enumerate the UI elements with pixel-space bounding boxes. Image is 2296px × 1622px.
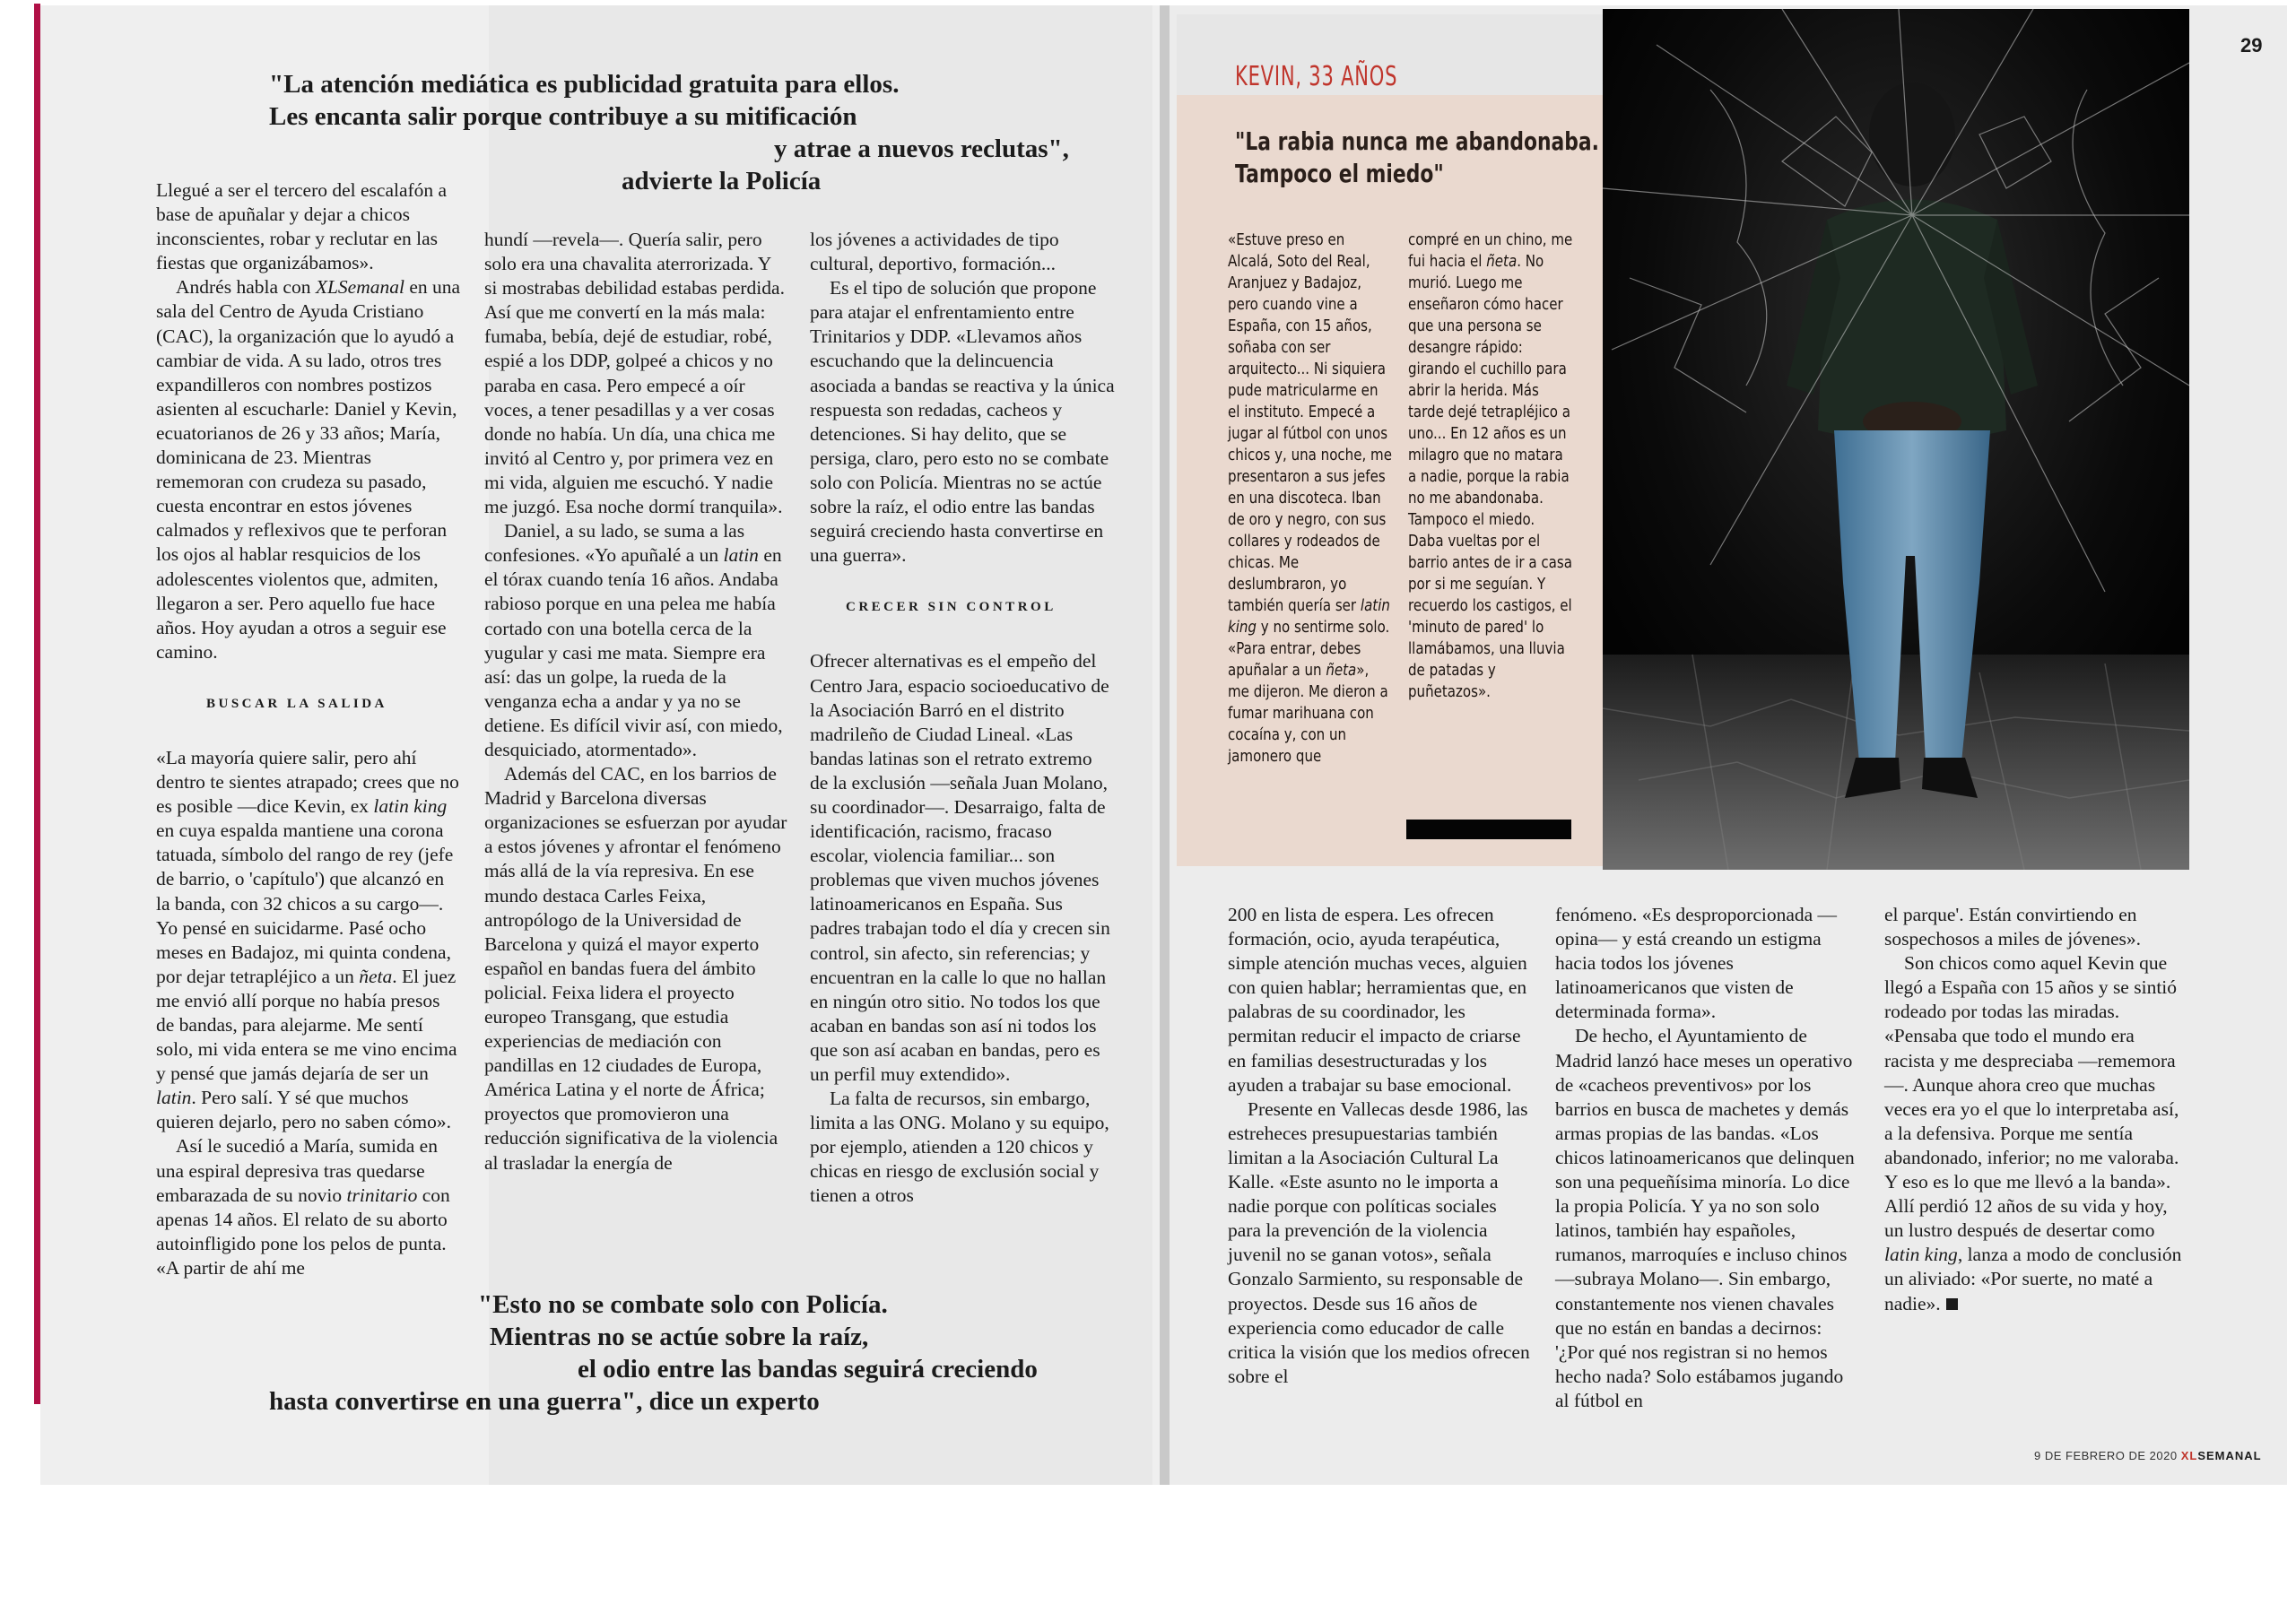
paragraph: 200 en lista de espera. Les ofrecen formación, ocio, ayuda terapéutica, simple atención muchas veces, alguien con quien hablar; herramientas que, en palabras de su coordinador, les permitan reducir el impacto de criarse en familias desestructuradas y los ayuden a trabajar su base emocional. bbox=[1228, 904, 1527, 1096]
redaction-bar bbox=[1406, 820, 1571, 839]
sidebar-column-1 bbox=[1228, 230, 1393, 768]
page-gutter bbox=[1160, 5, 1170, 1485]
text-run: Daniel, a su lado, se suma a las confesiones. «Yo apuñalé a un bbox=[484, 520, 745, 567]
text-run: . El juez me envió allí porque no había presos de bandas, para alejarme. Me sentí solo, mi vida entera se me vino encima y pensé que jamás dejaría de ser un bbox=[156, 965, 457, 1085]
paragraph: Llegué a ser el tercero del escalafón a base de apuñalar y dejar a chicos inconscientes, robar y reclutar en las fiestas que organizábamos». bbox=[156, 179, 448, 274]
text-run: en una sala del Centro de Ayuda Cristiano (CAC), la organización que lo ayudó a cambiar de vida. A su lado, otros tres expandilleros con nombres postizos asienten al escucharle: Daniel y Kevin, ecuatorianos de 26 y 33 años; María, dominicana de 23. Mientras rememoran con crudeza su pasado, cuesta encontrar en estos jóvenes calmados y reflexivos que te perforan los ojos al hablar resquicios de los adolescentes violentos que, admiten, llegaron a ser. Pero aquello fue hace años. Hoy ayudan a otros a seguir ese camino. bbox=[156, 276, 461, 663]
text-run: en cuya espalda mantiene una corona tatuada, símbolo del rango de rey (jefe de barrio, o 'capítulo') que alcanzó en la banda, con 32 chicos a su cargo—. Yo pensé en suicidarme. Pasé ocho meses en Badajoz, mi quinta condena, por dejar tetrapléjico a un bbox=[156, 820, 454, 987]
text-run: Son chicos como aquel Kevin que llegó a España con 15 años y se sintió rodeado por todas las miradas. «Pensaba que todo el mundo era racista y me despreciaba —rememora—. Aunque ahora creo que muchas veces era yo el que lo interpretaba así, a la defensiva. Porque me sentía abandonado, inferior; no me valoraba. Y eso es lo que me llevó a la banda». Allí perdió 12 años de su vida y hoy, un lustro después de desertar como bbox=[1884, 952, 2179, 1242]
text-run-italic: XLSemanal bbox=[315, 276, 404, 299]
page-edge-stripe bbox=[34, 4, 40, 1404]
pull-quote-line: el odio entre las bandas seguirá creciendo bbox=[578, 1355, 1038, 1383]
text-run: Así le sucedió a María, sumida en una espiral depresiva tras quedarse embarazada de su novio bbox=[156, 1135, 438, 1206]
paragraph bbox=[156, 275, 463, 664]
issue-date: 9 DE FEBRERO DE 2020 bbox=[2034, 1449, 2178, 1462]
pull-quote-line: Les encanta salir porque contribuye a su mitificación bbox=[269, 102, 857, 131]
text-run: Andrés habla con bbox=[176, 276, 316, 299]
paragraph: Es el tipo de solución que propone para atajar el enfrentamiento entre Trinitarios y DDP. «Llevamos años escuchando que la delincuencia asociada a bandas se reactiva y la única respuesta son redadas, cacheos y detenciones. Si hay delito, que se persiga, claro, pero esto no se combate solo con Policía. Mientras no se actúe sobre la raíz, el odio entre las bandas seguirá creciendo hasta convertirse en una guerra». bbox=[810, 277, 1115, 567]
sidebar-label: KEVIN, 33 AÑOS bbox=[1235, 61, 1398, 92]
pull-quote-line: y atrae a nuevos reclutas", bbox=[774, 134, 1069, 163]
pull-quote-line: advierte la Policía bbox=[622, 167, 822, 195]
text-run: en el tórax cuando tenía 16 años. Andaba rabioso porque en una pelea me había cortado con una botella cerca de la yugular y casi me mata. Siempre era así: das un golpe, la rueda de la venganza echa a andar y ya no se detiene. Es difícil vivir así, con miedo, desquiciado, atormentado». bbox=[484, 544, 783, 760]
portrait-photo-broken-glass bbox=[1603, 9, 2189, 870]
article-column-3 bbox=[810, 228, 1115, 1209]
paragraph bbox=[156, 746, 463, 1135]
text-run: , lanza a modo de conclusión un aliviado: «Por suerte, no maté a nadie». bbox=[1884, 1244, 2182, 1314]
pull-quote-line: hasta convertirse en una guerra", dice un experto bbox=[269, 1387, 820, 1416]
paragraph bbox=[1884, 951, 2187, 1315]
text-run: y no sentirme solo. «Para entrar, debes apuñalar a un bbox=[1228, 619, 1390, 680]
article-column-1 bbox=[156, 178, 463, 1280]
paragraph: Ofrecer alternativas es el empeño del Centro Jara, espacio socioeducativo de la Asociación Barró en el distrito madrileño de Ciudad Lineal. «Las bandas latinas son el retrato extremo de la exclusión —señala Juan Molano, su coordinador—. Desarraigo, falta de identificación, racismo, fracaso escolar, violencia familiar... son problemas que viven muchos jóvenes latinoamericanos en España. Sus padres trabajan todo el día y crecen sin control, sin afecto, sin referencias; y encuentran en la calle lo que no hallan en ningún otro sitio. No todos los que acaban en bandas son así ni todos los que son así acaban en bandas, pero es un perfil muy extendido». bbox=[810, 650, 1110, 1085]
brand-rest: SEMANAL bbox=[2197, 1449, 2262, 1462]
text-run-italic: ñeta bbox=[1486, 253, 1518, 271]
brand-xl: XL bbox=[2180, 1449, 2198, 1462]
sidebar-quote bbox=[1235, 126, 1599, 190]
sidebar-quote-line: "La rabia nunca me abandonaba. bbox=[1235, 126, 1599, 156]
article-column-2 bbox=[484, 228, 787, 1175]
paragraph: el parque'. Están convirtiendo en sospechosos a miles de jóvenes». bbox=[1884, 904, 2142, 950]
sidebar-text bbox=[1408, 230, 1573, 703]
paragraph bbox=[156, 1134, 463, 1280]
pull-quote-line: Mientras no se actúe sobre la raíz, bbox=[490, 1323, 869, 1351]
text-run-italic: ñeta bbox=[1326, 662, 1357, 680]
pull-quote-line: "Esto no se combate solo con Policía. bbox=[478, 1290, 888, 1319]
text-run: con apenas 14 años. El relato de su aborto autoinfligido pone los pelos de punta. «A partir de ahí me bbox=[156, 1184, 450, 1279]
text-run: . No murió. Luego me enseñaron cómo hacer que una persona se desangre rápido: girando el cuchillo para abrir la herida. Más tarde dejé tetrapléjico a uno... En 12 años es un milagro que no matara a nadie, porque la rabia no me abandonaba. Tampoco el miedo. Daba vueltas por el barrio antes de ir a casa por si me seguían. Y recuerdo los castigos, el 'minuto de pared' lo llamábamos, una lluvia de patadas y puñetazos». bbox=[1408, 253, 1572, 701]
sidebar-column-2 bbox=[1408, 230, 1573, 703]
paragraph: Además del CAC, en los barrios de Madrid y Barcelona diversas organizaciones se esfuerzan por ayudar a estos jóvenes y afrontar el fenómeno más allá de la vía represiva. En ese mundo destaca Carles Feixa, antropólogo de la Universidad de Barcelona y quizá el mayor experto español en bandas fuera del ámbito policial. Feixa lidera el proyecto europeo Transgang, que estudia experiencias de mediación con pandillas en 12 ciudades de Europa, América Latina y el norte de África; proyectos que promovieron una reducción significativa de la violencia al trasladar la energía de bbox=[484, 763, 787, 1174]
subheading-crecer-sin-control: CRECER SIN CONTROL bbox=[846, 600, 1057, 615]
paragraph bbox=[484, 519, 787, 762]
end-of-article-mark bbox=[1946, 1298, 1958, 1310]
article-column-4 bbox=[1228, 903, 1533, 1389]
paragraph: Presente en Vallecas desde 1986, las estreheces presupuestarias también limitan a la Asociación Cultural La Kalle. «Este asunto no le importa a nadie porque con políticas sociales para la prevención de la violencia juvenil no se ganan votos», señala Gonzalo Sarmiento, su responsable de proyectos. Desde sus 16 años de experiencia como educador de calle critica la visión que los medios ofrecen sobre el bbox=[1228, 1097, 1530, 1387]
text-run-italic: latin king bbox=[373, 795, 448, 818]
paragraph: De hecho, el Ayuntamiento de Madrid lanzó hace meses un operativo de «cacheos preventivos» por los barrios en busca de machetes y demás armas propias de las bandas. «Los chicos latinoamericanos que delinquen son una pequeñísima minoría. Lo dice la propia Policía. Y ya no son solo latinos, también hay españoles, rumanos, marroquíes e incluso chinos —subraya Molano—. Sin embargo, constantemente nos vienen chavales que no están en bandas a decirnos: '¿Por qué nos registran si no hemos hecho nada? Solo estábamos jugando al fútbol en bbox=[1555, 1025, 1855, 1411]
text-run: », me dijeron. Me dieron a fumar marihuana con cocaína y, con un jamonero que bbox=[1228, 662, 1388, 766]
paragraph: fenómeno. «Es desproporcionada —opina— y está creando un estigma hacia todos los jóvenes latinoamericanos que visten de determinada forma». bbox=[1555, 904, 1838, 1023]
subheading-buscar-la-salida: BUSCAR LA SALIDA bbox=[206, 696, 387, 711]
photo-illustration bbox=[1603, 9, 2189, 870]
text-run-italic: latin bbox=[723, 544, 759, 567]
text-run-italic: trinitario bbox=[346, 1184, 418, 1206]
article-column-5 bbox=[1555, 903, 1862, 1413]
page-footer bbox=[2034, 1449, 2262, 1462]
text-run: «La mayoría quiere salir, pero ahí dentro te sientes atrapado; crees que no es posible —dice Kevin, ex bbox=[156, 746, 459, 818]
text-run-italic: latin king bbox=[1228, 597, 1390, 637]
pull-quote-bottom bbox=[0, 1288, 1130, 1418]
paragraph: los jóvenes a actividades de tipo cultural, deportivo, formación... bbox=[810, 229, 1059, 275]
article-column-6 bbox=[1884, 903, 2187, 1316]
text-run: . Pero salí. Y sé que muchos quieren dejarlo, pero no saben cómo». bbox=[156, 1087, 451, 1133]
page-number: 29 bbox=[2240, 34, 2263, 56]
text-run-italic: latin king bbox=[1884, 1244, 1958, 1266]
paragraph: La falta de recursos, sin embargo, limita a las ONG. Molano y su equipo, por ejemplo, atienden a 120 chicos y chicas en riesgo de exclusión social y tienen a otros bbox=[810, 1088, 1109, 1207]
text-run-italic: latin bbox=[156, 1087, 192, 1109]
text-run: compré en un chino, me fui hacia el bbox=[1408, 231, 1573, 271]
magazine-brand bbox=[2181, 1449, 2262, 1462]
sidebar-text bbox=[1228, 230, 1393, 768]
pull-quote-line: "La atención mediática es publicidad gratuita para ellos. bbox=[269, 70, 900, 99]
text-run: «Estuve preso en Alcalá, Soto del Real, Aranjuez y Badajoz, pero cuando vine a España, con 15 años, soñaba con ser arquitecto... Ni siquiera pude matricularme en el instituto. Empecé a jugar al fútbol con unos chicos y, una noche, me presentaron a sus jefes en una discoteca. Iban de oro y negro, con sus collares y rodeados de chicas. Me deslumbraron, yo también quería ser bbox=[1228, 231, 1392, 615]
paragraph: hundí —revela—. Quería salir, pero solo era una chavalita aterrorizada. Y si mostrabas debilidad estabas perdida. Así que me convertí en la más mala: fumaba, bebía, dejé de estudiar, robé, espié a los DDP, golpeé a chicos y no paraba en casa. Pero empecé a oír voces, a tener pesadillas y a ver cosas donde no había. Un día, una chica me invitó al Centro y, por primera vez en mi vida, alguien me escuchó. Y nadie me juzgó. Esa noche dormí tranquila». bbox=[484, 229, 785, 518]
sidebar-quote-line: Tampoco el miedo" bbox=[1235, 159, 1444, 188]
text-run-italic: ñeta bbox=[359, 965, 393, 987]
